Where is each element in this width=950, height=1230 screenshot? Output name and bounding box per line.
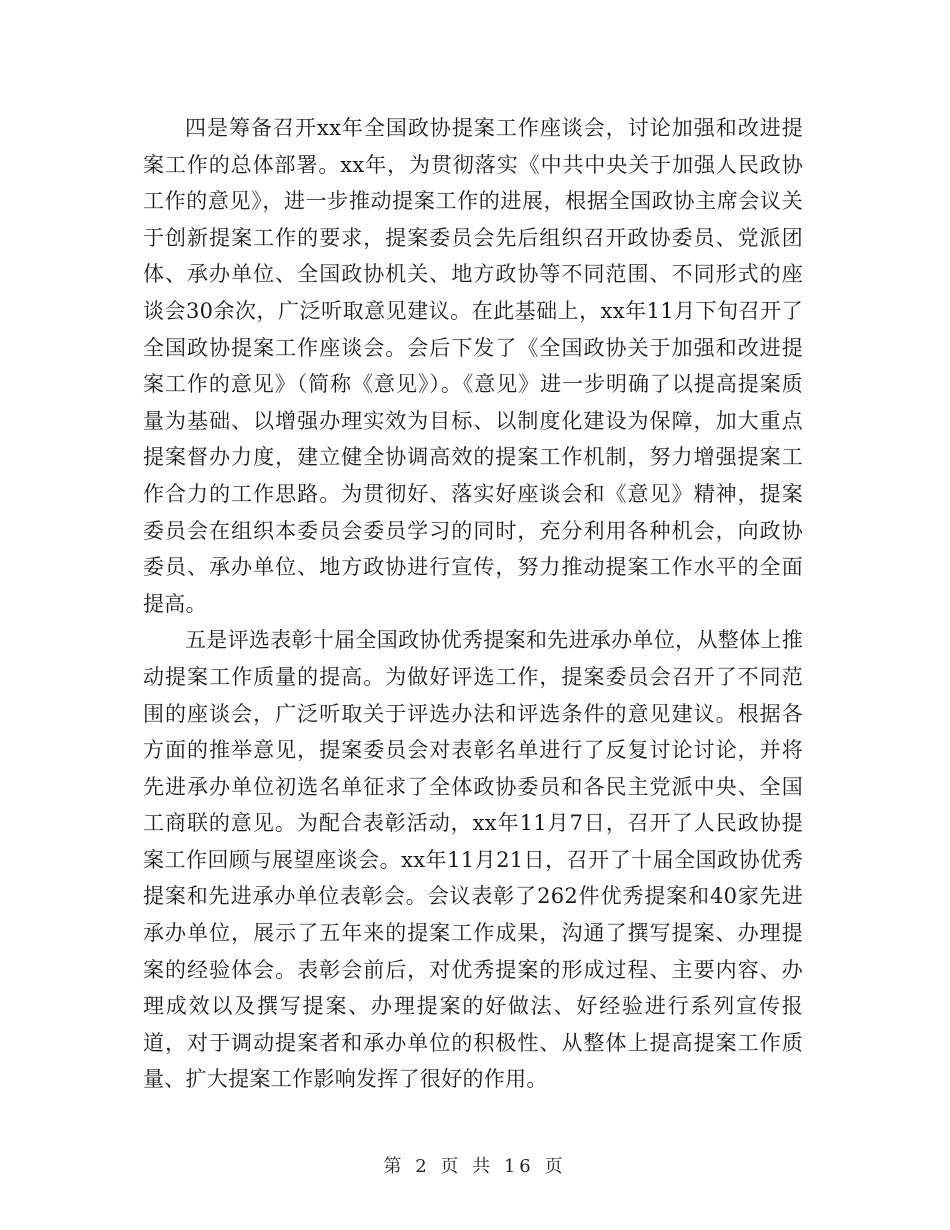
page-footer: 第 2 页 共 16 页	[383, 1156, 567, 1177]
paragraph-five: 五是评选表彰十届全国政协优秀提案和先进承办单位，从整体上推动提案工作质量的提高。为做好评选工作，提案委员会召开了不同范围的座谈会，广泛听取关于评选办法和评选条件的意见建议。根据各方面的推举意见，提案委员会对表彰名单进行了反复讨论讨论，并将先进承办单位初选名单征求了全体政协委员和各民主党派中央、全国工商联的意见。为配合表彰活动，xx年11月7日，召开了人民政协提案工作回顾与展望座谈会。xx年11月21日，召开了十届全国政协优秀提案和先进承办单位表彰会。会议表彰了262件优秀提案和40家先进承办单位，展示了五年来的提案工作成果，沟通了撰写提案、办理提案的经验体会。表彰会前后，对优秀提案的形成过程、主要内容、办理成效以及撰写提案、办理提案的好做法、好经验进行系列宣传报道，对于调动提案者和承办单位的积极性、从整体上提高提案工作质量、扩大提案工作影响发挥了很好的作用。	[143, 628, 803, 1092]
paragraph-four: 四是筹备召开xx年全国政协提案工作座谈会，讨论加强和改进提案工作的总体部署。xx年，为贯彻落实《中共中央关于加强人民政协工作的意见》，进一步推动提案工作的进展，根据全国政协主席会议关于创新提案工作的要求，提案委员会先后组织召开政协委员、党派团体、承办单位、全国政协机关、地方政协等不同范围、不同形式的座谈会30余次，广泛听取意见建议。在此基础上，xx年11月下旬召开了全国政协提案工作座谈会。会后下发了《全国政协关于加强和改进提案工作的意见》（简称《意见》）。《意见》进一步明确了以提高提案质量为基础、以增强办理实效为目标、以制度化建设为保障，加大重点提案督办力度，建立健全协调高效的提案工作机制，努力增强提案工作合力的工作思路。为贯彻好、落实好座谈会和《意见》精神，提案委员会在组织本委员会委员学习的同时，充分利用各种机会，向政协委员、承办单位、地方政协进行宣传，努力推动提案工作水平的全面提高。	[143, 116, 803, 616]
body-text	[143, 110, 803, 1098]
